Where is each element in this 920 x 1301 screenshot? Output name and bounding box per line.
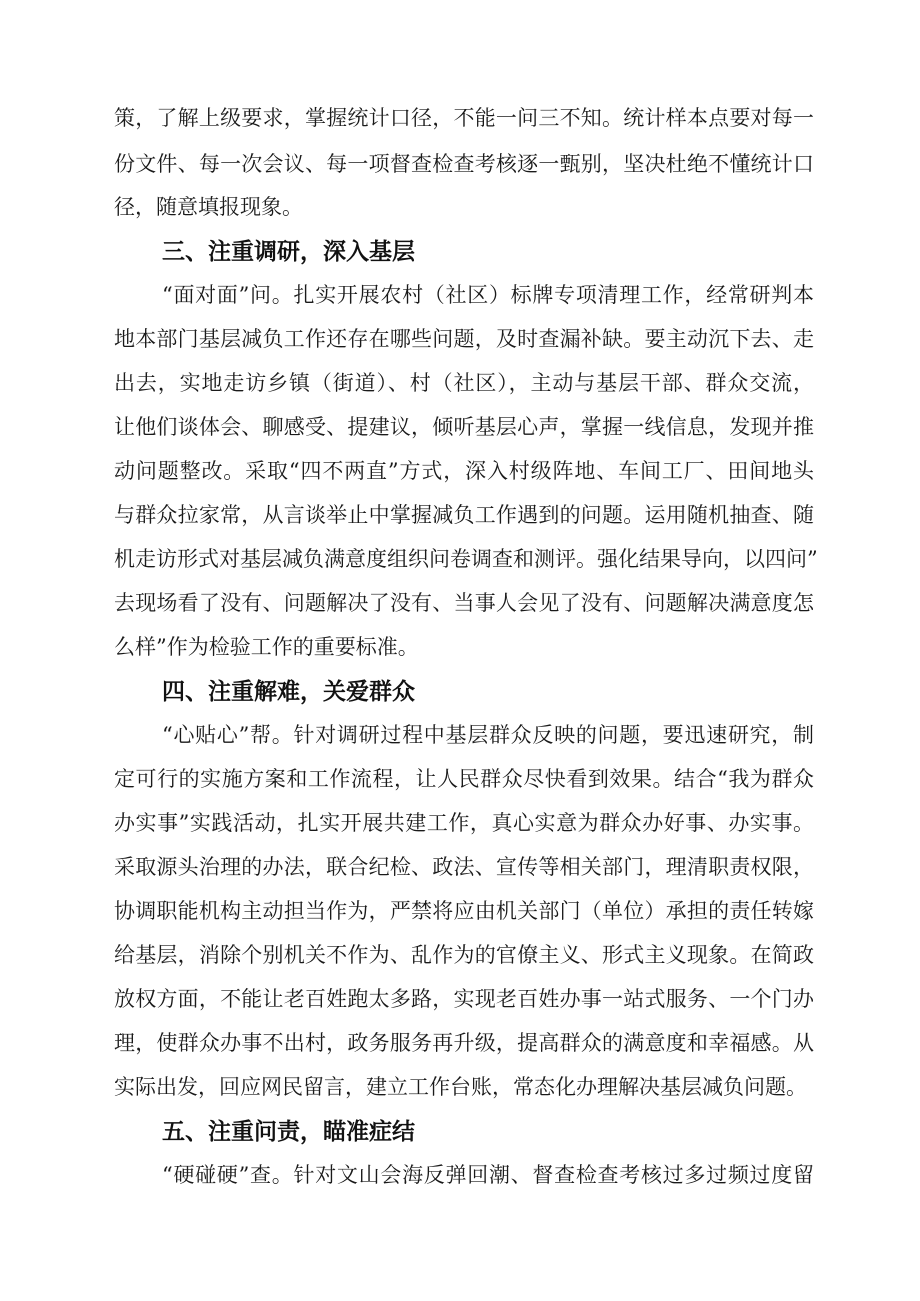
paragraph-line: 与群众拉家常，从言谈举止中掌握减负工作遇到的问题。运用随机抽查、随: [114, 503, 814, 527]
paragraph-line: 放权方面，不能让老百姓跑太多路，实现老百姓办事一站式服务、一个门办: [114, 987, 814, 1011]
paragraph-line: 定可行的实施方案和工作流程，让人民群众尽快看到效果。结合“我为群众: [114, 767, 814, 791]
paragraph-line: 策，了解上级要求，掌握统计口径，不能一问三不知。统计样本点要对每一: [114, 106, 814, 130]
paragraph-line: 份文件、每一次会议、每一项督查检查考核逐一甄别，坚决杜绝不懂统计口: [114, 152, 814, 176]
paragraph-line: 动问题整改。采取“四不两直”方式，深入村级阵地、车间工厂、田间地头: [114, 459, 814, 483]
paragraph-line: 理，使群众办事不出村，政务服务再升级，提高群众的满意度和幸福感。从: [114, 1031, 814, 1055]
paragraph-line: 采取源头治理的办法，联合纪检、政法、宣传等相关部门，理清职责权限，: [114, 855, 814, 879]
paragraph-line: 协调职能机构主动担当作为，严禁将应由机关部门（单位）承担的责任转嫁: [114, 899, 814, 923]
paragraph-line: 去现场看了没有、问题解决了没有、当事人会见了没有、问题解决满意度怎: [114, 591, 814, 615]
section-heading-4: 四、注重解难，关爱群众: [162, 679, 415, 705]
paragraph-line: “心贴心”帮。针对调研过程中基层群众反映的问题，要迅速研究，制: [162, 723, 814, 747]
paragraph-line: 径，随意填报现象。: [114, 195, 303, 219]
paragraph-line: 给基层，消除个别机关不作为、乱作为的官僚主义、形式主义现象。在简政: [114, 943, 814, 967]
section-heading-5: 五、注重问责，瞄准症结: [162, 1119, 415, 1145]
paragraph-line: “硬碰硬”查。针对文山会海反弹回潮、督查检查考核过多过频过度留: [162, 1163, 814, 1187]
paragraph-line: 办实事”实践活动，扎实开展共建工作，真心实意为群众办好事、办实事。: [114, 811, 814, 835]
paragraph-line: 让他们谈体会、聊感受、提建议，倾听基层心声，掌握一线信息，发现并推: [114, 415, 814, 439]
paragraph-line: 实际出发，回应网民留言，建立工作台账，常态化办理解决基层减负问题。: [114, 1075, 807, 1099]
paragraph-line: “面对面”问。扎实开展农村（社区）标牌专项清理工作，经常研判本: [162, 283, 814, 307]
paragraph-line: 么样”作为检验工作的重要标准。: [114, 635, 419, 659]
paragraph-line: 机走访形式对基层减负满意度组织问卷调查和测评。强化结果导向，以四问”: [114, 547, 818, 571]
section-heading-3: 三、注重调研，深入基层: [162, 239, 415, 265]
paragraph-line: 地本部门基层减负工作还存在哪些问题，及时查漏补缺。要主动沉下去、走: [114, 327, 814, 351]
paragraph-line: 出去，实地走访乡镇（街道）、村（社区），主动与基层干部、群众交流，: [114, 371, 814, 395]
